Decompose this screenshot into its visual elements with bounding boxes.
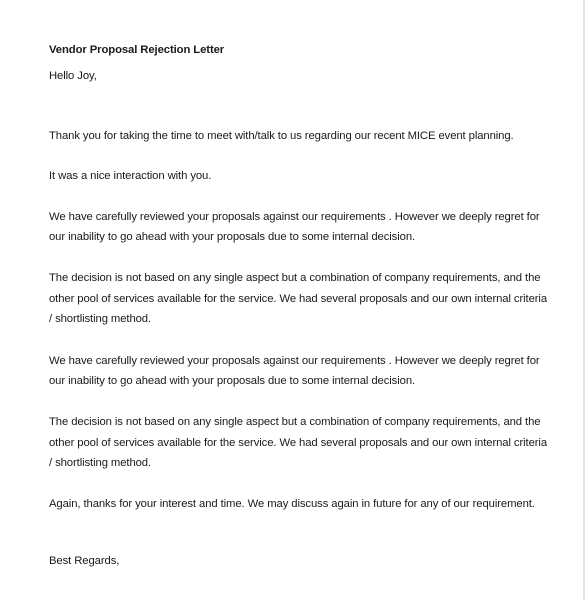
paragraph-review: We have carefully reviewed your proposals against our requirements . However we deeply regret for our inability to go ahead with your proposals due to some internal decision. bbox=[49, 210, 540, 244]
letter-title: Vendor Proposal Rejection Letter bbox=[49, 44, 225, 56]
paragraph-decision-repeat: The decision is not based on any single aspect but a combination of company requirements, and the other pool of services available for the service. We had several proposals and our own internal criteria / shortlisting method. bbox=[49, 415, 548, 470]
paragraph-interaction: It was a nice interaction with you. bbox=[49, 170, 212, 183]
paragraph-thank-you: Thank you for taking the time to meet with/talk to us regarding our recent MICE event planning. bbox=[49, 129, 514, 142]
paragraph-decision: The decision is not based on any single aspect but a combination of company requirements, and the other pool of services available for the service. We had several proposals and our own internal criteria / shortlisting method. bbox=[49, 271, 548, 326]
greeting: Hello Joy, bbox=[49, 70, 97, 82]
paragraph-review-repeat: We have carefully reviewed your proposals against our requirements . However we deeply regret for our inability to go ahead with your proposals due to some internal decision. bbox=[49, 354, 540, 388]
closing: Best Regards, bbox=[49, 555, 120, 568]
letter-body bbox=[49, 43, 549, 572]
paragraph-thanks-again: Again, thanks for your interest and time. We may discuss again in future for any of our requirement. bbox=[49, 497, 535, 510]
